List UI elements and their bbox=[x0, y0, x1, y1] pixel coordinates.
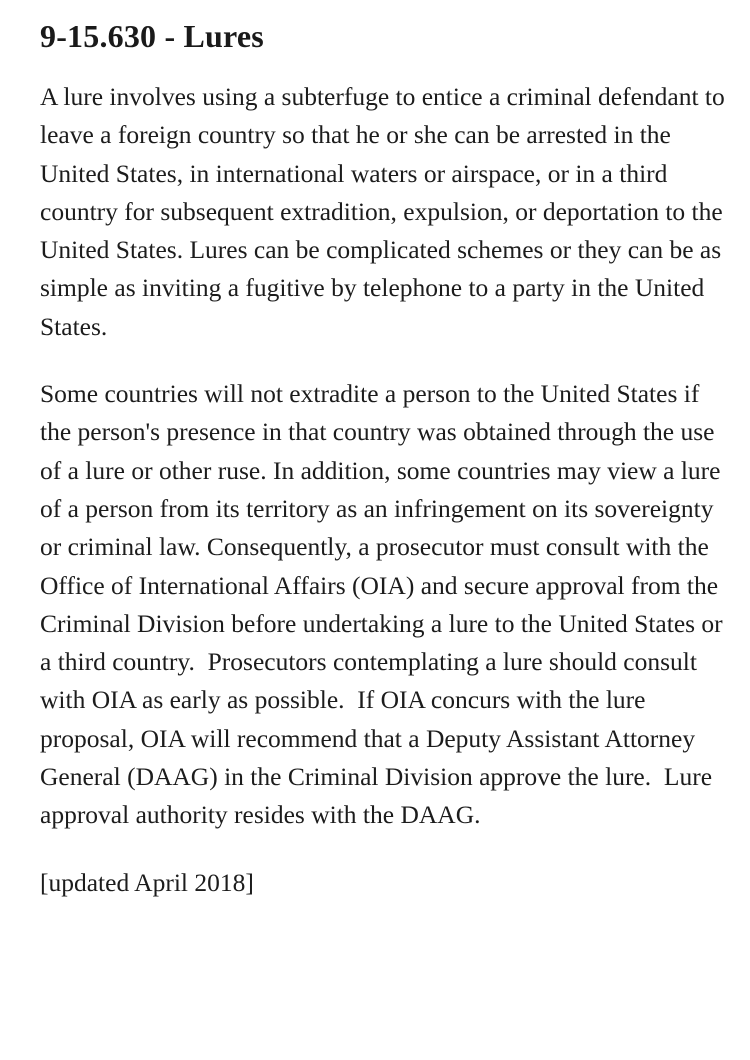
section-title: 9-15.630 - Lures bbox=[40, 18, 264, 54]
document-section bbox=[40, 16, 730, 902]
paragraph-approval-requirements: Some countries will not extradite a person to the United States if the person's presence in that country was obtained through the use of a lure or other ruse. In addition, some countries may view a lure of a person from its territory as an infringement on its sovereignty or criminal law. Consequently, a prosecutor must consult with the Office of International Affairs (OIA) and secure approval from the Criminal Division before undertaking a lure to the United States or a third country. Prosecutors contemplating a lure should consult with OIA as early as possible. If OIA concurs with the lure proposal, OIA will recommend that a Deputy Assistant Attorney General (DAAG) in the Criminal Division approve the lure. Lure approval authority resides with the DAAG. bbox=[40, 379, 730, 830]
paragraph-lure-definition: A lure involves using a subterfuge to entice a criminal defendant to leave a foreign country so that he or she can be arrested in the United States, in international waters or airspace, or in a third country for subsequent extradition, expulsion, or deportation to the United States. Lures can be complicated schemes or they can be as simple as inviting a fugitive by telephone to a party in the United States. bbox=[40, 82, 732, 341]
updated-note: [updated April 2018] bbox=[40, 867, 254, 897]
